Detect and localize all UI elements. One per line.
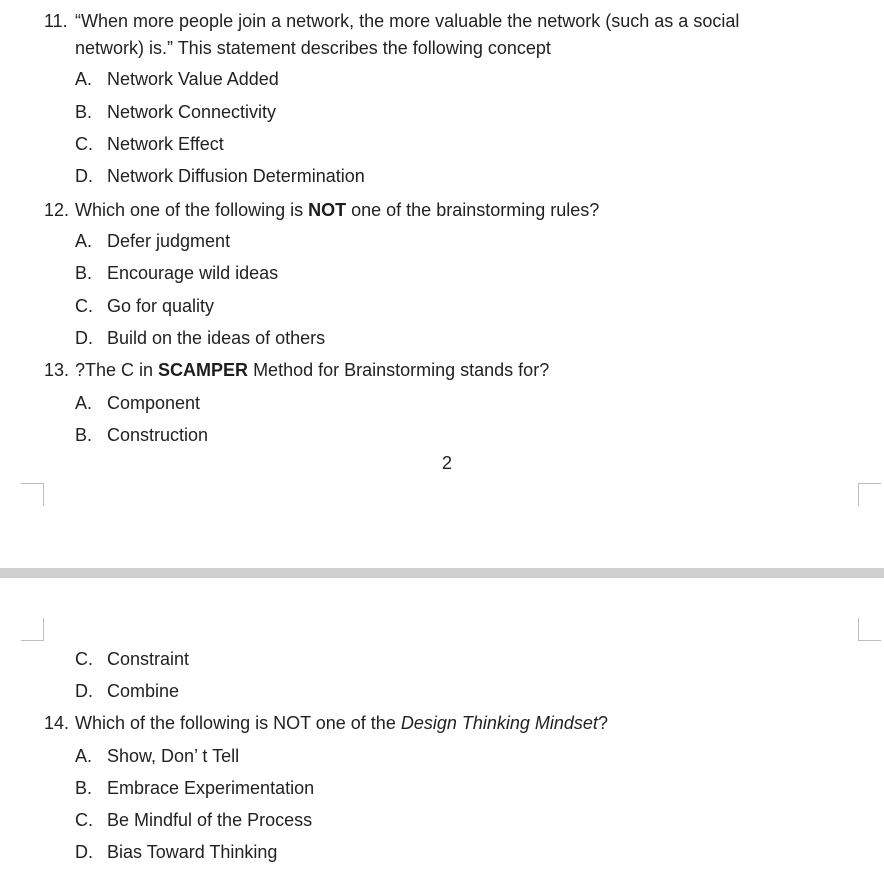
option-letter: C.	[75, 134, 93, 154]
option-text: Bias Toward Thinking	[107, 842, 278, 862]
q11-option-b	[75, 101, 276, 123]
option-text: Be Mindful of the Process	[107, 810, 313, 830]
q13-option-a	[75, 392, 200, 414]
q12-option-a	[75, 230, 230, 252]
option-letter: B.	[75, 425, 93, 445]
option-text: Build on the ideas of others	[107, 328, 326, 348]
question-12-number: 12.	[44, 200, 70, 220]
q11-option-d	[75, 165, 365, 187]
page-number: 2	[442, 453, 453, 473]
page-separator	[0, 568, 884, 578]
option-text: Show, Don’ t Tell	[107, 746, 240, 766]
option-letter: A.	[75, 746, 93, 766]
question-11-text: “When more people join a network, the more valuable the network (such as a social	[75, 11, 740, 31]
question-13	[44, 359, 549, 381]
option-letter: D.	[75, 842, 93, 862]
option-text: Combine	[107, 681, 180, 701]
option-letter: B.	[75, 102, 93, 122]
q13-option-d	[75, 680, 179, 702]
question-13-text-after: Method for Brainstorming stands for?	[248, 360, 550, 380]
option-letter: C.	[75, 649, 93, 669]
q14-option-c	[75, 809, 312, 831]
question-14	[44, 712, 608, 734]
question-12-text-bold: NOT	[308, 200, 347, 220]
option-text: Constraint	[107, 649, 190, 669]
question-11-line-1	[44, 10, 739, 32]
option-text: Construction	[107, 425, 209, 445]
question-14-text-after: ?	[597, 713, 608, 733]
q12-option-b	[75, 262, 278, 284]
question-13-text-bold: SCAMPER	[158, 360, 249, 380]
option-letter: D.	[75, 328, 93, 348]
question-12-text-after: one of the brainstorming rules?	[346, 200, 600, 220]
q12-option-d	[75, 327, 325, 349]
option-letter: A.	[75, 69, 93, 89]
option-text: Network Connectivity	[107, 102, 277, 122]
q14-option-d	[75, 841, 277, 863]
option-text: Network Value Added	[107, 69, 279, 89]
option-letter: B.	[75, 778, 93, 798]
question-14-text-italic: Design Thinking Mindset	[400, 713, 598, 733]
question-11-line-2: network) is.” This statement describes the following concept	[75, 38, 551, 58]
q11-option-c	[75, 133, 224, 155]
option-text: Component	[107, 393, 201, 413]
option-text: Network Diffusion Determination	[107, 166, 365, 186]
question-12	[44, 199, 599, 221]
q11-option-a	[75, 68, 279, 90]
option-letter: C.	[75, 296, 93, 316]
question-14-number: 14.	[44, 713, 70, 733]
option-text: Defer judgment	[107, 231, 231, 251]
question-14-text-before: Which of the following is NOT one of the	[75, 713, 401, 733]
option-letter: C.	[75, 810, 93, 830]
question-13-text-before: ?The C in	[75, 360, 159, 380]
option-letter: D.	[75, 166, 93, 186]
page-corner-mark	[858, 618, 881, 641]
question-12-text-before: Which one of the following is	[75, 200, 309, 220]
page-corner-mark	[21, 618, 44, 641]
option-text: Go for quality	[107, 296, 215, 316]
q13-option-c	[75, 648, 189, 670]
q12-option-c	[75, 295, 214, 317]
option-text: Network Effect	[107, 134, 224, 154]
question-11-number: 11.	[44, 11, 68, 31]
page-corner-mark	[21, 483, 44, 506]
page-corner-mark	[858, 483, 881, 506]
option-letter: A.	[75, 231, 93, 251]
option-text: Encourage wild ideas	[107, 263, 279, 283]
option-letter: B.	[75, 263, 93, 283]
option-letter: D.	[75, 681, 93, 701]
question-13-number: 13.	[44, 360, 70, 380]
option-text: Embrace Experimentation	[107, 778, 315, 798]
q14-option-b	[75, 777, 314, 799]
q14-option-a	[75, 745, 239, 767]
q13-option-b	[75, 424, 208, 446]
option-letter: A.	[75, 393, 93, 413]
